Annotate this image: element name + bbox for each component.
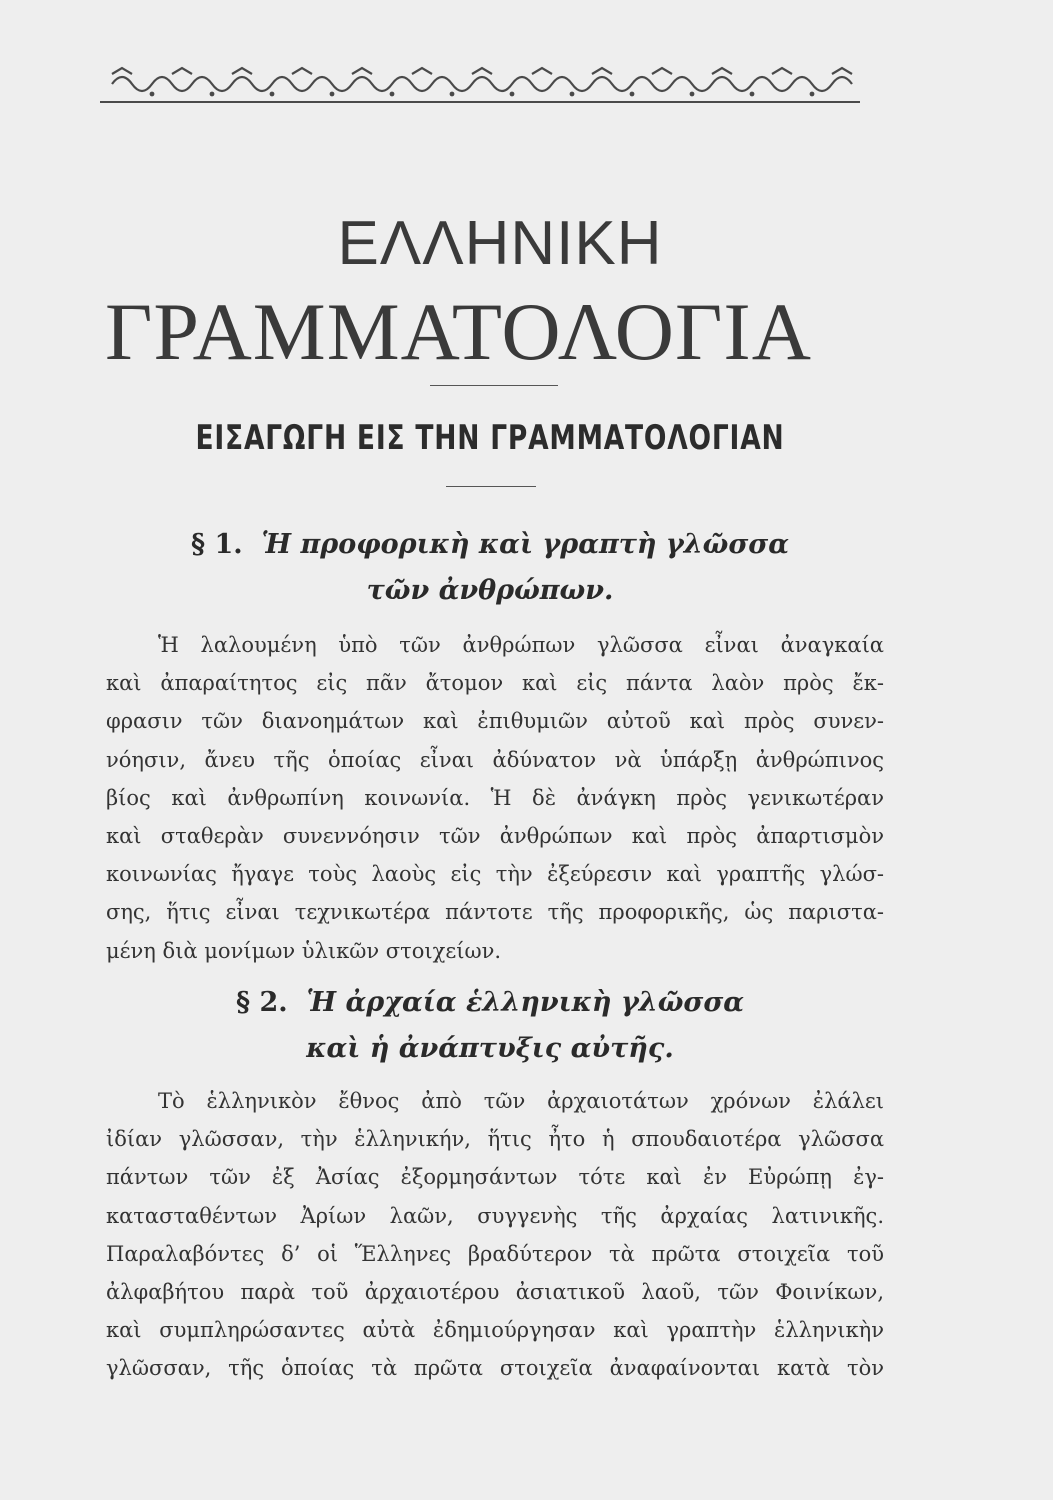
section-1-heading-line-1: Ἡ προφορικὴ καὶ γραπτὴ γλῶσσα: [261, 529, 789, 560]
paragraph-line: καὶ ἀπαραίτητος εἰς πᾶν ἄτομον καὶ εἰς πάντα λαὸν πρὸς ἔκ-: [106, 671, 884, 696]
introduction-subtitle: ΕΙΣΑΓΩΓΗ ΕΙΣ ΤΗΝ ΓΡΑΜΜΑΤΟΛΟΓΙΑΝ: [195, 418, 785, 458]
section-2-heading-line-2: καὶ ἡ ἀνάπτυξις αὐτῆς.: [306, 1033, 674, 1064]
section-1-heading: [0, 522, 980, 614]
paragraph-line: κοινωνίας ἤγαγε τοὺς λαοὺς εἰς τὴν ἐξεύρεσιν καὶ γραπτῆς γλώσ-: [106, 862, 884, 887]
section-2-paragraph: [106, 1082, 884, 1388]
section-1-number: § 1.: [191, 529, 243, 560]
paragraph-line: καὶ συμπληρώσαντες αὐτὰ ἐδημιούργησαν καὶ γραπτὴν ἑλληνικὴν: [106, 1318, 884, 1343]
paragraph-line: Παραλαβόντες δ’ οἱ Ἕλληνες βραδύτερον τὰ πρῶτα στοιχεῖα τοῦ: [106, 1241, 884, 1266]
section-2-heading-line-1: Ἡ ἀρχαία ἑλληνικὴ γλῶσσα: [306, 987, 744, 1018]
paragraph-line: πάντων τῶν ἐξ Ἀσίας ἐξορμησάντων τότε καὶ ἐν Εὐρώπῃ ἐγ-: [106, 1165, 884, 1190]
paragraph-line: μένη διὰ μονίμων ὑλικῶν στοιχείων.: [106, 938, 502, 963]
decorative-header-ornament: [100, 60, 860, 104]
paragraph-line: καὶ σταθερὰν συνεννόησιν τῶν ἀνθρώπων καὶ πρὸς ἀπαρτισμὸν: [106, 824, 884, 849]
paragraph-line: βίος καὶ ἀνθρωπίνη κοινωνία. Ἡ δὲ ἀνάγκη πρὸς γενικωτέραν: [106, 785, 884, 810]
paragraph-line: Ἡ λαλουμένη ὑπὸ τῶν ἀνθρώπων γλῶσσα εἶναι ἀναγκαία: [158, 633, 884, 657]
section-1-heading-line-2: τῶν ἀνθρώπων.: [366, 575, 614, 606]
paragraph-line: Τὸ ἑλληνικὸν ἔθνος ἀπὸ τῶν ἀρχαιοτάτων χρόνων ἐλάλει: [158, 1089, 884, 1113]
paragraph-line: ἀλφαβήτου παρὰ τοῦ ἀρχαιοτέρου ἀσιατικοῦ λαοῦ, τῶν Φοινίκων,: [106, 1280, 884, 1305]
paragraph-line: κατασταθέντων Ἀρίων λαῶν, συγγενὴς τῆς ἀρχαίας λατινικῆς.: [106, 1203, 884, 1228]
title-line-1: ΕΛΛΗΝΙΚΗ: [337, 209, 663, 278]
divider-rule: [446, 486, 536, 487]
title-line-2: ΓΡΑΜΜΑΤΟΛΟΓΙΑ: [105, 286, 812, 377]
section-2-number: § 2.: [235, 987, 288, 1018]
section-1-paragraph: [106, 626, 884, 970]
paragraph-line: φρασιν τῶν διανοημάτων καὶ ἐπιθυμιῶν αὐτοῦ καὶ πρὸς συνεν-: [106, 709, 884, 734]
paragraph-line: ἰδίαν γλῶσσαν, τὴν ἑλληνικήν, ἥτις ἦτο ἡ σπουδαιοτέρα γλῶσσα: [106, 1127, 884, 1152]
divider-rule: [430, 385, 558, 386]
paragraph-line: σης, ἥτις εἶναι τεχνικωτέρα πάντοτε τῆς προφορικῆς, ὡς παριστα-: [106, 900, 884, 925]
section-2-heading: [0, 980, 980, 1072]
paragraph-line: γλῶσσαν, τῆς ὁποίας τὰ πρῶτα στοιχεῖα ἀναφαίνονται κατὰ τὸν: [106, 1356, 884, 1381]
paragraph-line: νόησιν, ἄνευ τῆς ὁποίας εἶναι ἀδύνατον νὰ ὑπάρξῃ ἀνθρώπινος: [106, 747, 884, 772]
